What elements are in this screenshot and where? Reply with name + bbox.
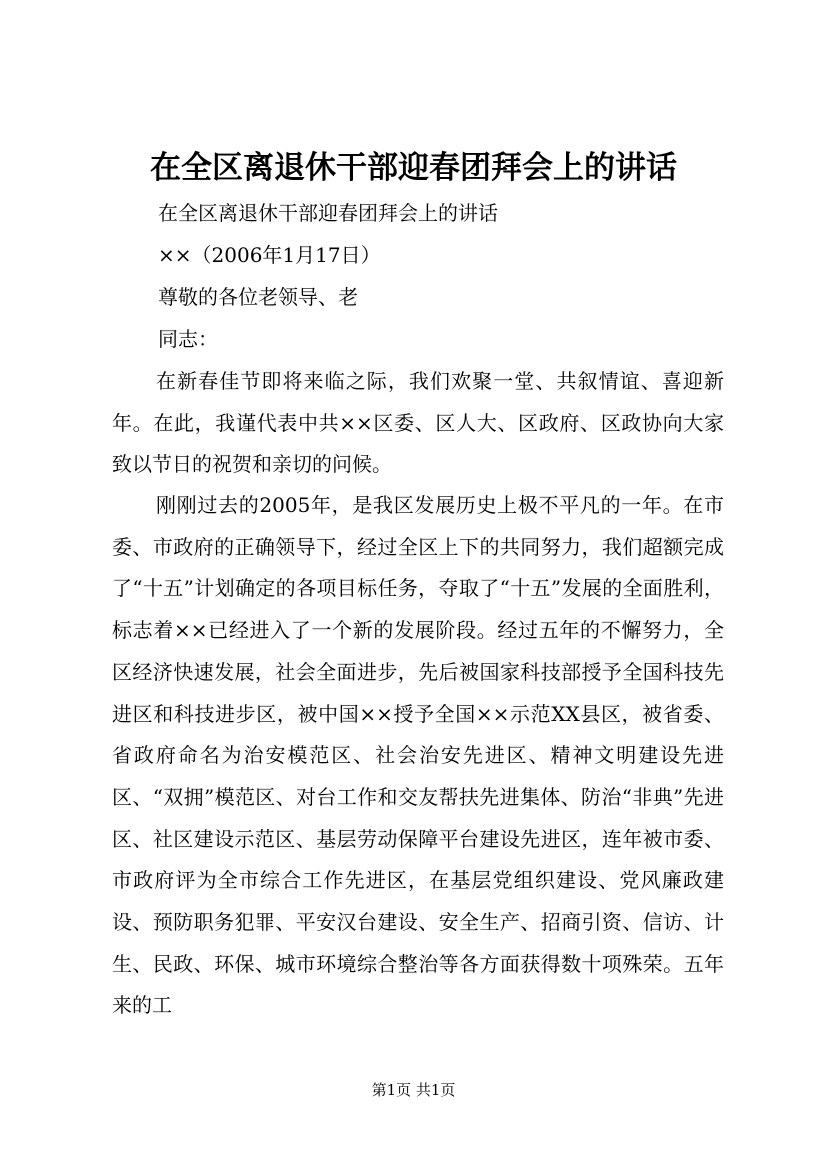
- greeting-line: 尊敬的各位老领导、老: [158, 285, 358, 309]
- body-paragraph: 刚刚过去的2005年，是我区发展历史上极不平凡的一年。在市委、市政府的正确领导下，经过全区上下的共同努力，我们超额完成了“十五”计划确定的各项目标任务，夺取了“十五”发展的全面胜利，标志着××已经进入了一个新的发展阶段。经过五年的不懈努力，全区经济快速发展，社会全面进步，先后被国家科技部授予全国科技先进区和科技进步区，被中国××授予全国××示范XX县区，被省委、省政府命名为治安模范区、社会治安先进区、精神文明建设先进区、“双拥”模范区、对台工作和交友帮扶先进集体、防治“非典”先进区、社区建设示范区、基层劳动保障平台建设先进区，连年被市委、市政府评为全市综合工作先进区，在基层党组织建设、党风廉政建设、预防职务犯罪、平安汉台建设、安全生产、招商引资、信访、计生、民政、环保、城市环境综合整治等各方面获得数十项殊荣。五年来的工: [112, 493, 724, 1018]
- document-title: 在全区离退休干部迎春团拜会上的讲话: [150, 150, 677, 186]
- salutation-line: 同志：: [158, 327, 218, 351]
- page-footer: 第1页 共1页: [371, 1081, 456, 1099]
- body-paragraph: 在新春佳节即将来临之际，我们欢聚一堂、共叙情谊、喜迎新年。在此，我谨代表中共××区委、区人大、区政府、区政协向大家致以节日的祝贺和亲切的问候。: [112, 369, 724, 477]
- document-subtitle: 在全区离退休干部迎春团拜会上的讲话: [158, 201, 498, 225]
- speech-date: ××（2006年1月17日）: [158, 243, 381, 267]
